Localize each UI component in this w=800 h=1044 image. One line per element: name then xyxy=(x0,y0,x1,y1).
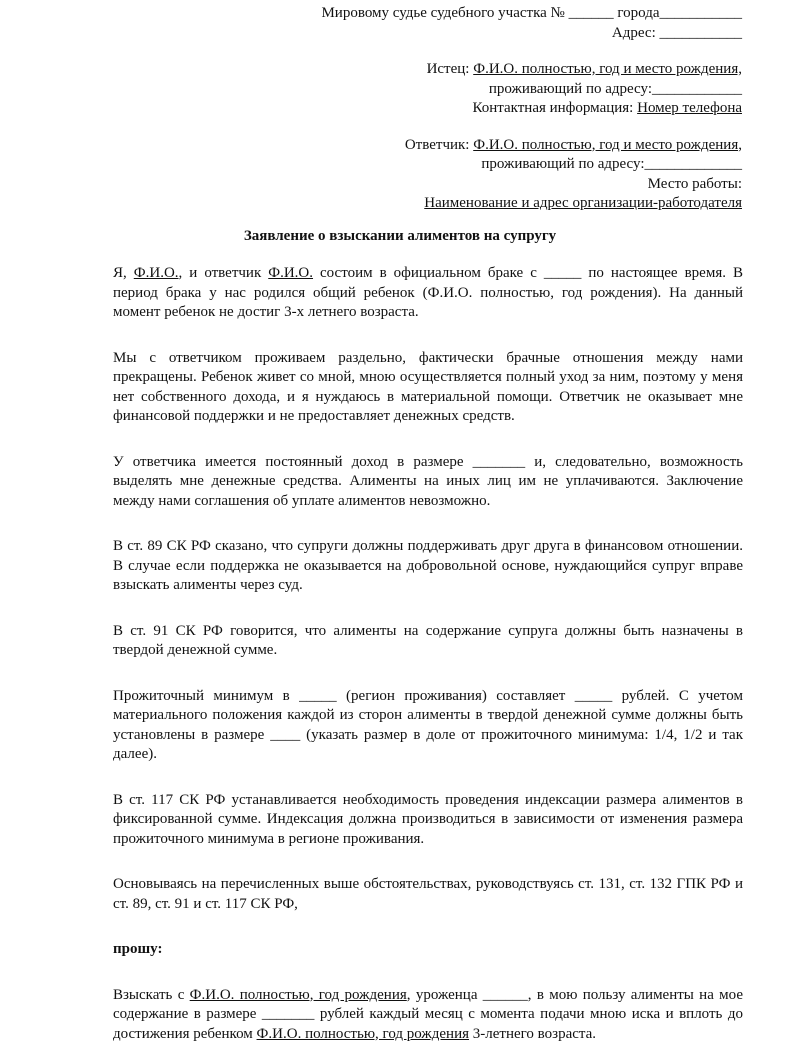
p1-text-a: Я, xyxy=(113,265,134,281)
paragraph-8: Основываясь на перечисленных выше обстоятельствах, руководствуясь ст. 131, ст. 132 ГПК РФ и ст. 89, ст. 91 и ст. 117 СК РФ, xyxy=(113,875,743,914)
court-line: Мировому судье судебного участка № ______ города___________ xyxy=(222,4,742,24)
contact-line xyxy=(222,99,742,119)
defendant-line xyxy=(222,136,742,156)
p1-text-c: состоим в официальном браке с _____ по настоящее время. В период брака у нас родился общий ребенок (Ф.И.О. полностью, год рождения). На данный момент ребенок не достиг 3-х летнего возраста. xyxy=(113,265,743,320)
paragraph-3: У ответчика имеется постоянный доход в размере _______ и, следовательно, возможность выделять мне денежные средства. Алименты на иных лиц им не уплачиваются. Заключение между нами соглашения об уплате алиментов невозможно. xyxy=(113,453,743,512)
work-label: Место работы: xyxy=(222,175,742,195)
plaintiff-address: проживающий по адресу:____________ xyxy=(222,80,742,100)
paragraph-5: В ст. 91 СК РФ говорится, что алименты на содержание супруга должны быть назначены в твердой денежной сумме. xyxy=(113,622,743,661)
request-heading: прошу: xyxy=(113,940,743,960)
paragraph-9 xyxy=(113,986,743,1044)
paragraph-7: В ст. 117 СК РФ устанавливается необходимость проведения индексации размера алиментов в фиксированной сумме. Индексация должна производиться в зависимости от изменения размера прожиточного минимума в регионе проживания. xyxy=(113,791,743,850)
document-body xyxy=(113,264,743,1044)
paragraph-1 xyxy=(113,264,743,323)
defendant-fio: Ф.И.О. полностью, год и место рождения, xyxy=(473,137,742,153)
p9-text-a: Взыскать с xyxy=(113,987,190,1003)
p1-fio-defendant: Ф.И.О. xyxy=(268,265,313,281)
contact-label: Контактная информация: xyxy=(472,100,637,116)
p9-fio-child: Ф.И.О. полностью, год рождения xyxy=(257,1026,469,1042)
document-header xyxy=(222,4,742,214)
work-value: Наименование и адрес организации-работодателя xyxy=(222,194,742,214)
address-line: Адрес: ___________ xyxy=(222,24,742,44)
paragraph-4: В ст. 89 СК РФ сказано, что супруги должны поддерживать друг друга в финансовом отношении. В случае если поддержка не оказывается на добровольной основе, нуждающийся супруг вправе взыскать алименты через суд. xyxy=(113,537,743,596)
plaintiff-line xyxy=(222,60,742,80)
defendant-address: проживающий по адресу:_____________ xyxy=(222,155,742,175)
p9-text-b: , уроженца ______, в мою пользу алименты на мое содержание в размере _______ рублей каждый месяц с момента подачи мною иска и вплоть до достижения ребенком xyxy=(113,987,743,1042)
paragraph-2: Мы с ответчиком проживаем раздельно, фактически брачные отношения между нами прекращены. Ребенок живет со мной, мною осуществляется полный уход за ним, поэтому у меня нет собственного дохода, и я нуждаюсь в материальной помощи. Ответчик не оказывает мне финансовой поддержки и не предоставляет денежных средств. xyxy=(113,349,743,427)
plaintiff-fio: Ф.И.О. полностью, год и место рождения, xyxy=(473,61,742,77)
p1-fio-plaintiff: Ф.И.О. xyxy=(134,265,179,281)
p1-text-b: , и ответчик xyxy=(179,265,269,281)
contact-value: Номер телефона xyxy=(637,100,742,116)
paragraph-6: Прожиточный минимум в _____ (регион проживания) составляет _____ рублей. С учетом материального положения каждой из сторон алименты в твердой денежной сумме должны быть установлены в размере ____ (указать размер в доле от прожиточного минимума: 1/4, 1/2 и так далее). xyxy=(113,687,743,765)
document-title: Заявление о взыскании алиментов на супругу xyxy=(0,228,800,245)
defendant-label: Ответчик: xyxy=(405,137,473,153)
p9-fio-defendant: Ф.И.О. полностью, год рождения xyxy=(190,987,407,1003)
plaintiff-label: Истец: xyxy=(427,61,474,77)
p9-text-c: 3-летнего возраста. xyxy=(469,1026,596,1042)
